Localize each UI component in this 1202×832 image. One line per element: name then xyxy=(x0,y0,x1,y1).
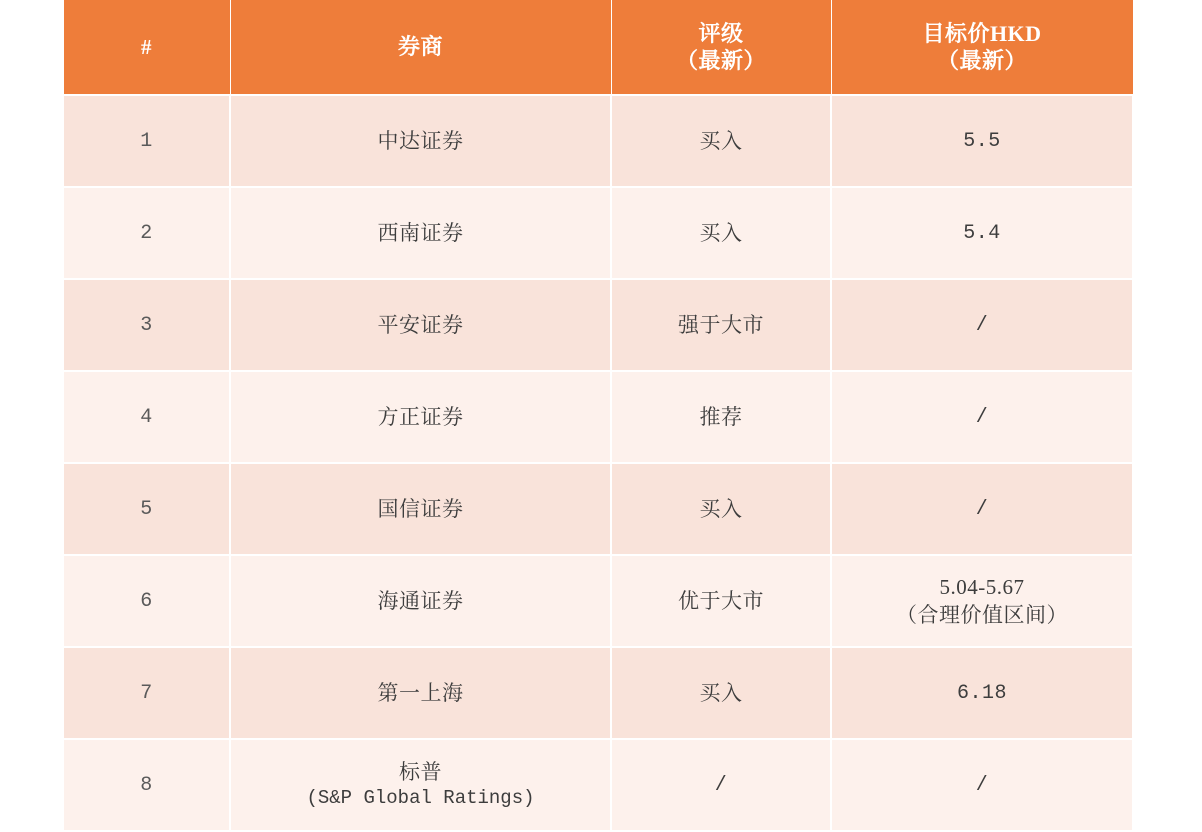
cell-rating: 买入 xyxy=(611,187,831,279)
column-header-target-price-line1: 目标价HKD xyxy=(922,20,1042,46)
cell-broker: 第一上海 xyxy=(230,647,611,739)
cell-broker: 方正证券 xyxy=(230,371,611,463)
cell-rating: 强于大市 xyxy=(611,279,831,371)
cell-rank: 5 xyxy=(63,463,230,555)
cell-rank: 7 xyxy=(63,647,230,739)
table-row xyxy=(63,95,1133,187)
cell-rank: 3 xyxy=(63,279,230,371)
table-row xyxy=(63,647,1133,739)
broker-rating-table-container xyxy=(62,0,1132,832)
cell-rating: 优于大市 xyxy=(611,555,831,647)
table-row xyxy=(63,555,1133,647)
cell-broker: 国信证券 xyxy=(230,463,611,555)
cell-broker: 中达证券 xyxy=(230,95,611,187)
cell-broker xyxy=(230,739,611,831)
cell-rank: 1 xyxy=(63,95,230,187)
table-row xyxy=(63,187,1133,279)
table-header-row xyxy=(63,0,1133,95)
cell-target-price: 5.4 xyxy=(831,187,1133,279)
cell-target-price: / xyxy=(831,739,1133,831)
cell-target-price: 5.5 xyxy=(831,95,1133,187)
table-row xyxy=(63,279,1133,371)
column-header-rating-line2: （最新） xyxy=(675,48,766,73)
column-header-broker: 券商 xyxy=(230,0,611,95)
cell-rating: 推荐 xyxy=(611,371,831,463)
table-body xyxy=(63,95,1133,831)
cell-rank: 8 xyxy=(63,739,230,831)
cell-target-price: / xyxy=(831,279,1133,371)
table-row xyxy=(63,463,1133,555)
cell-broker-name: 标普 xyxy=(399,760,442,784)
cell-rank: 2 xyxy=(63,187,230,279)
column-header-target-price-line2: （最新） xyxy=(936,48,1027,73)
cell-target-price: 6.18 xyxy=(831,647,1133,739)
cell-broker-name-en: (S&P Global Ratings) xyxy=(306,787,535,810)
cell-broker: 平安证券 xyxy=(230,279,611,371)
column-header-rating-line1: 评级 xyxy=(698,20,744,46)
table-row xyxy=(63,371,1133,463)
cell-rating: 买入 xyxy=(611,647,831,739)
table-row xyxy=(63,739,1133,831)
table-header xyxy=(63,0,1133,95)
cell-broker: 海通证券 xyxy=(230,555,611,647)
cell-rank: 6 xyxy=(63,555,230,647)
cell-rating: 买入 xyxy=(611,463,831,555)
column-header-rank: # xyxy=(63,0,230,95)
cell-target-price: / xyxy=(831,463,1133,555)
cell-broker: 西南证券 xyxy=(230,187,611,279)
broker-rating-table xyxy=(62,0,1134,832)
cell-target-price-note: （合理价值区间） xyxy=(896,603,1068,627)
column-header-target-price xyxy=(831,0,1133,95)
cell-rating: / xyxy=(611,739,831,831)
column-header-rating xyxy=(611,0,831,95)
cell-target-price-value: 5.04-5.67 xyxy=(939,574,1025,599)
cell-target-price xyxy=(831,555,1133,647)
cell-rank: 4 xyxy=(63,371,230,463)
cell-rating: 买入 xyxy=(611,95,831,187)
cell-target-price: / xyxy=(831,371,1133,463)
